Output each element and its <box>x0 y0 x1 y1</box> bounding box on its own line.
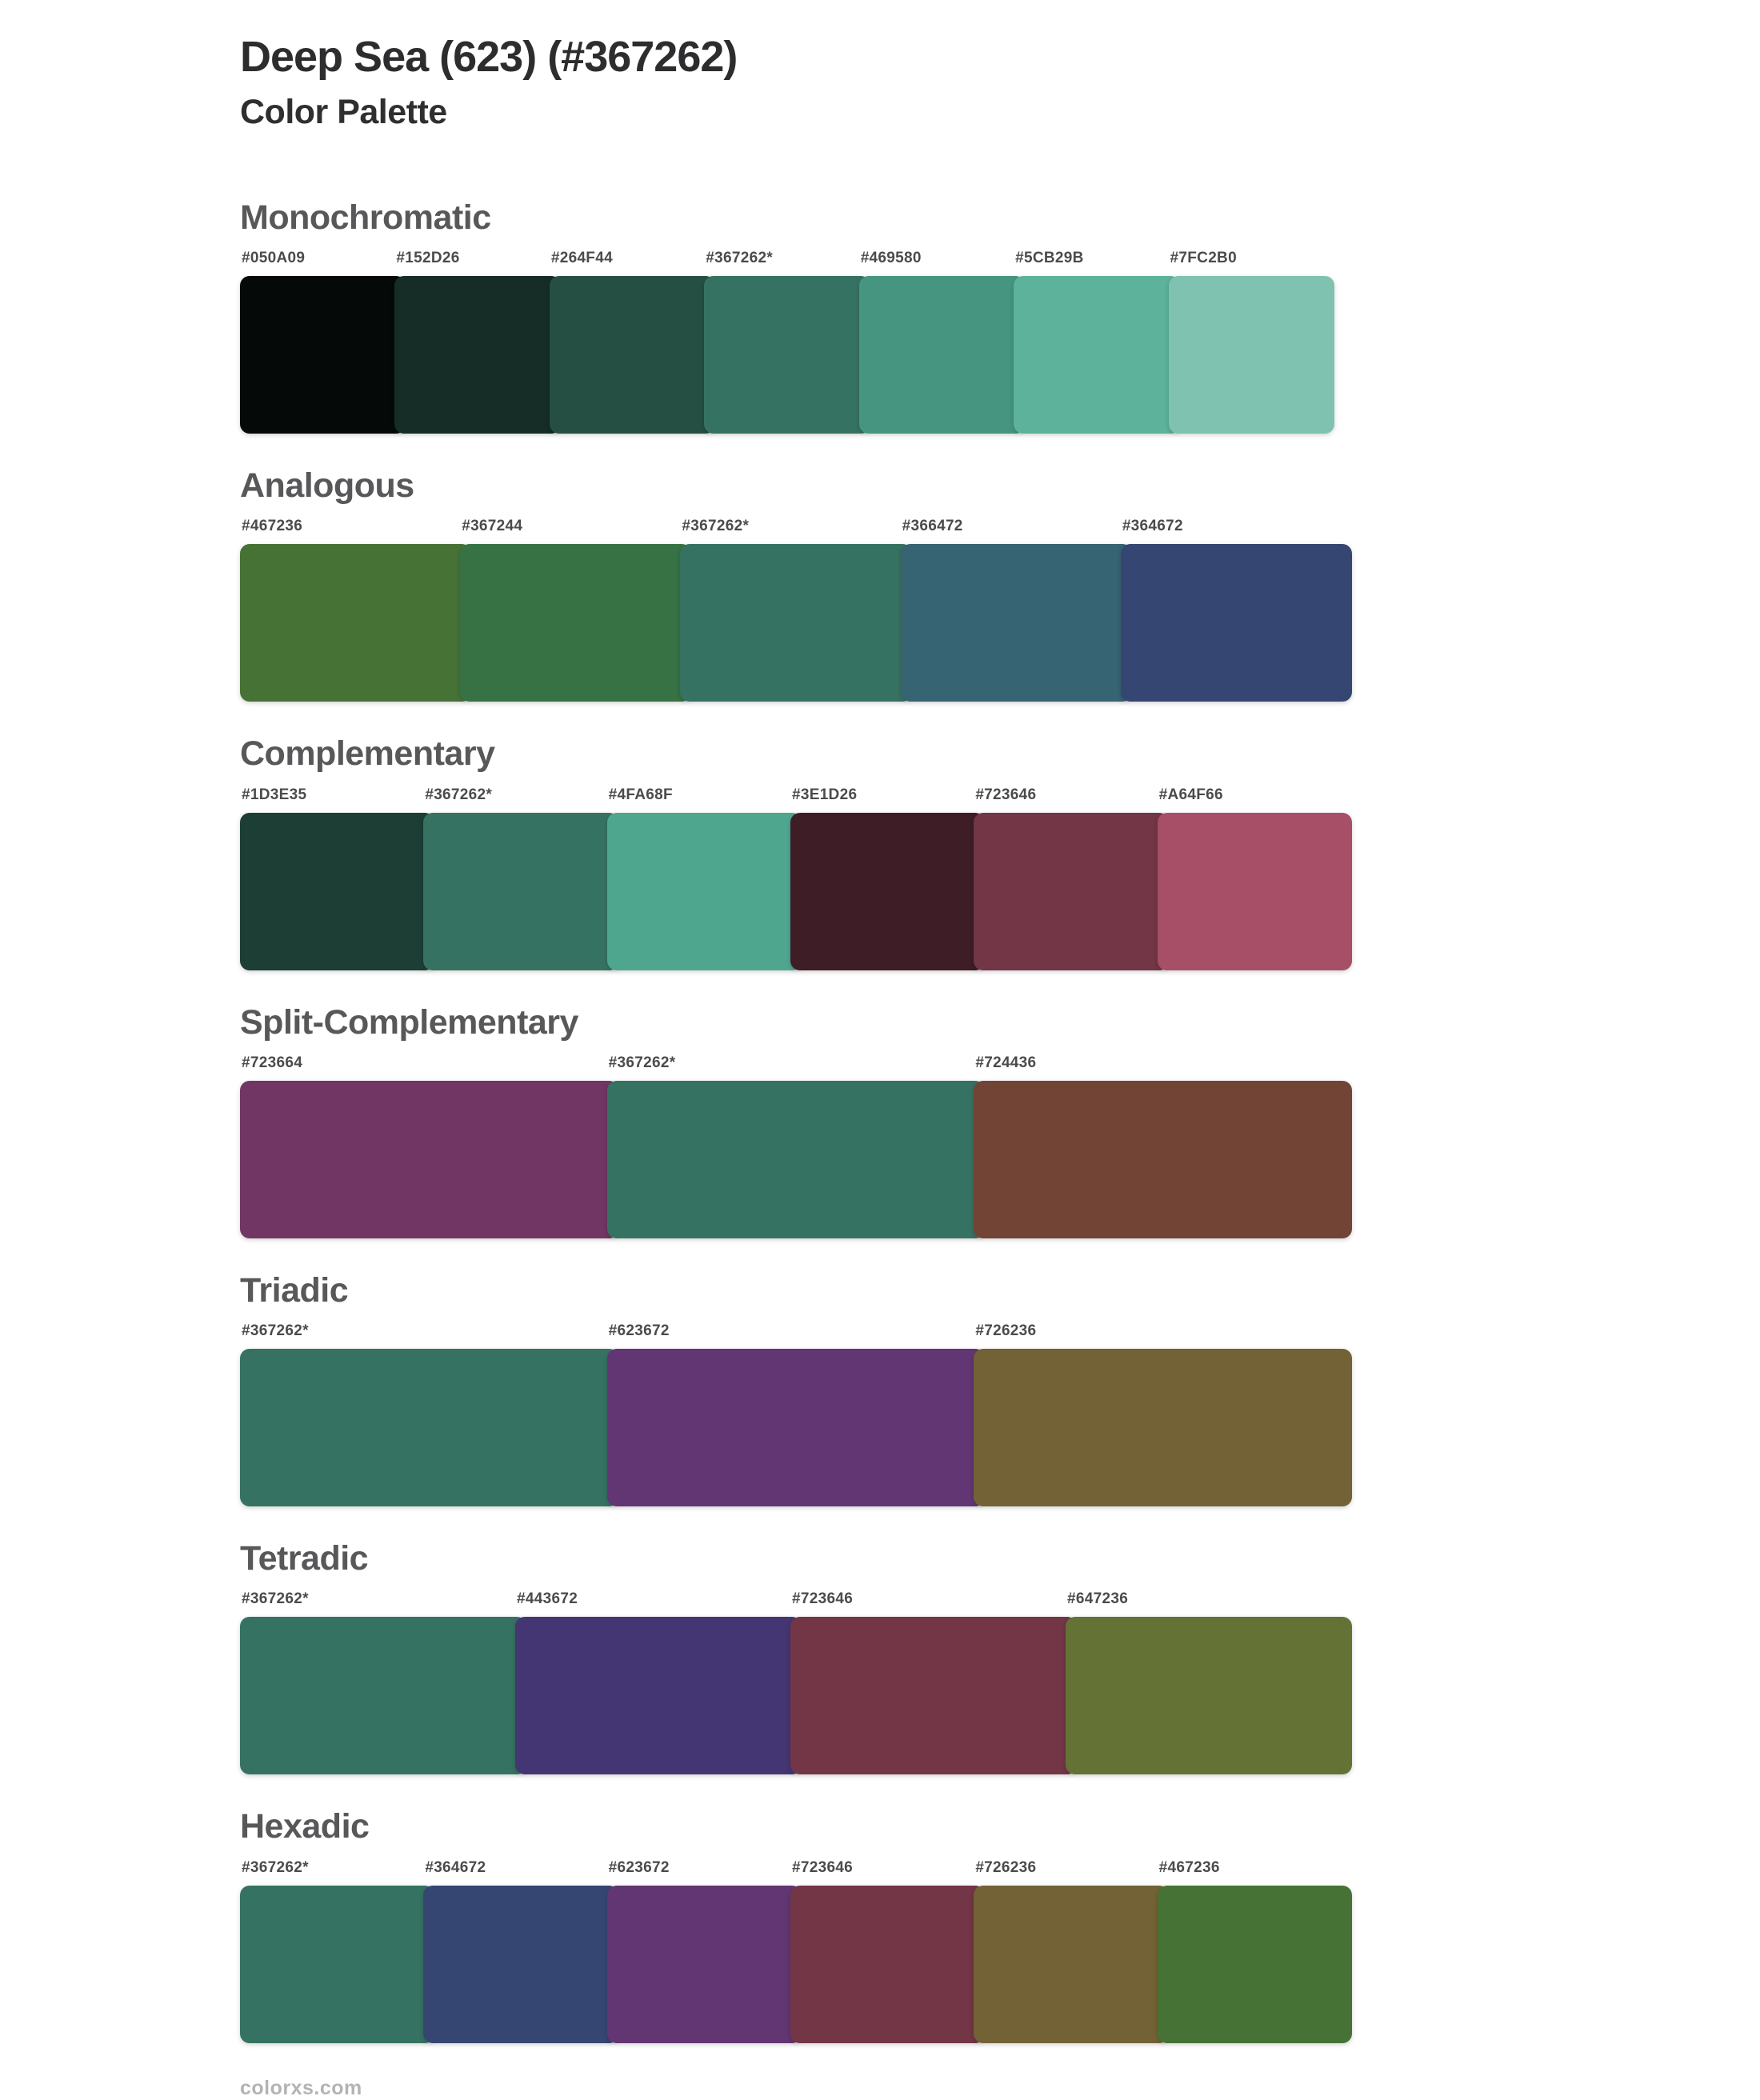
color-swatch[interactable] <box>607 1349 986 1506</box>
swatch-hex-label: #367262* <box>242 1858 309 1876</box>
swatch-hex-label: #723646 <box>792 1590 854 1608</box>
color-swatch[interactable] <box>974 1349 1352 1506</box>
color-swatch[interactable] <box>790 1617 1077 1774</box>
footer-site-link[interactable]: colorxs.com <box>240 2076 362 2099</box>
swatch-hex-label: #726236 <box>975 1322 1037 1340</box>
section-analogous <box>240 467 1440 702</box>
color-swatch[interactable] <box>901 544 1132 702</box>
color-swatch[interactable] <box>460 544 691 702</box>
color-swatch[interactable] <box>859 276 1025 434</box>
swatch-column <box>240 1590 526 1774</box>
swatch-column <box>550 250 715 434</box>
swatch-hex-label: #723646 <box>791 1858 854 1876</box>
swatch-hex-label: #647236 <box>1067 1590 1129 1608</box>
swatch-column <box>790 1859 985 2043</box>
color-swatch[interactable] <box>423 1886 618 2043</box>
swatch-row-analogous <box>240 518 1352 702</box>
swatch-hex-label: #723646 <box>975 786 1037 803</box>
swatch-column <box>901 518 1132 702</box>
swatch-hex-label: #367262* <box>706 249 774 266</box>
swatch-column <box>394 250 560 434</box>
swatch-column <box>790 1590 1077 1774</box>
swatch-hex-label: #726236 <box>975 1858 1037 1876</box>
color-swatch[interactable] <box>607 813 802 970</box>
color-swatch[interactable] <box>240 1886 434 2043</box>
swatch-hex-label: #364672 <box>1122 518 1183 535</box>
swatch-hex-label: #7FC2B0 <box>1170 249 1237 266</box>
swatch-hex-label: #364672 <box>425 1858 486 1876</box>
color-swatch[interactable] <box>974 1081 1352 1238</box>
swatch-hex-label: #467236 <box>242 518 303 535</box>
color-swatch[interactable] <box>974 1886 1168 2043</box>
heading-complementary: Complementary <box>240 734 495 774</box>
swatch-hex-label: #366472 <box>902 518 963 535</box>
color-swatch[interactable] <box>1066 1617 1352 1774</box>
swatch-hex-label: #4FA68F <box>608 786 673 803</box>
section-hexadic <box>240 1808 1440 2042</box>
swatch-column <box>607 1322 986 1506</box>
page-title: Deep Sea (623) (#367262) <box>240 33 738 81</box>
swatch-column <box>240 786 434 970</box>
swatch-hex-label: #152D26 <box>396 249 460 266</box>
swatch-column <box>240 1322 618 1506</box>
section-complementary <box>240 735 1440 970</box>
color-swatch[interactable] <box>1158 813 1352 970</box>
swatch-hex-label: #367244 <box>462 518 523 535</box>
swatch-hex-label: #367262* <box>425 786 493 803</box>
swatch-column <box>1121 518 1352 702</box>
color-swatch[interactable] <box>790 1886 985 2043</box>
swatch-column <box>1158 786 1352 970</box>
swatch-hex-label: #467236 <box>1158 1858 1220 1876</box>
color-swatch[interactable] <box>1158 1886 1352 2043</box>
color-swatch[interactable] <box>680 544 911 702</box>
color-swatch[interactable] <box>394 276 560 434</box>
swatch-column <box>460 518 691 702</box>
color-swatch[interactable] <box>240 276 406 434</box>
swatch-column <box>607 1859 802 2043</box>
swatch-column <box>974 1859 1168 2043</box>
section-split-complementary <box>240 1004 1440 1238</box>
color-swatch[interactable] <box>423 813 618 970</box>
swatch-column <box>790 786 985 970</box>
swatch-column <box>515 1590 802 1774</box>
color-swatch[interactable] <box>240 1349 618 1506</box>
swatch-hex-label: #367262* <box>608 1054 676 1071</box>
swatch-hex-label: #367262* <box>682 518 750 535</box>
swatch-column <box>423 1859 618 2043</box>
swatch-hex-label: #1D3E35 <box>242 786 307 803</box>
swatch-hex-label: #5CB29B <box>1015 249 1084 266</box>
swatch-hex-label: #264F44 <box>550 249 613 266</box>
color-swatch[interactable] <box>240 544 471 702</box>
swatch-column <box>680 518 911 702</box>
swatch-column <box>607 1054 986 1238</box>
swatch-row-tetradic <box>240 1590 1352 1774</box>
swatch-column <box>1169 250 1334 434</box>
color-swatch[interactable] <box>550 276 715 434</box>
heading-tetradic: Tetradic <box>240 1539 369 1578</box>
swatch-column <box>423 786 618 970</box>
swatch-hex-label: #723664 <box>242 1054 303 1071</box>
heading-triadic: Triadic <box>240 1270 349 1310</box>
color-swatch[interactable] <box>974 813 1168 970</box>
color-swatch[interactable] <box>1121 544 1352 702</box>
swatch-hex-label: #623672 <box>608 1858 670 1876</box>
swatch-hex-label: #724436 <box>975 1054 1037 1071</box>
heading-analogous: Analogous <box>240 466 414 505</box>
swatch-hex-label: #623672 <box>608 1322 670 1340</box>
color-swatch[interactable] <box>790 813 985 970</box>
section-tetradic <box>240 1540 1440 1774</box>
swatch-column <box>1066 1590 1352 1774</box>
color-swatch[interactable] <box>607 1886 802 2043</box>
swatch-hex-label: #367262* <box>242 1590 309 1608</box>
swatch-row-hexadic <box>240 1859 1352 2043</box>
swatch-column <box>974 1054 1352 1238</box>
swatch-column <box>240 250 406 434</box>
heading-split-complementary: Split-Complementary <box>240 1002 578 1042</box>
swatch-column <box>859 250 1025 434</box>
color-swatch[interactable] <box>704 276 870 434</box>
swatch-hex-label: #469580 <box>860 249 922 266</box>
color-swatch[interactable] <box>1014 276 1179 434</box>
color-swatch[interactable] <box>240 813 434 970</box>
heading-monochromatic: Monochromatic <box>240 198 491 237</box>
color-swatch[interactable] <box>1169 276 1334 434</box>
swatch-column <box>240 1054 618 1238</box>
color-swatch[interactable] <box>515 1617 802 1774</box>
swatch-column <box>1158 1859 1352 2043</box>
swatch-row-split-complementary <box>240 1054 1352 1238</box>
swatch-column <box>240 1859 434 2043</box>
swatch-hex-label: #3E1D26 <box>791 786 858 803</box>
swatch-hex-label: #443672 <box>517 1590 578 1608</box>
swatch-hex-label: #050A09 <box>242 249 306 266</box>
swatch-row-monochromatic <box>240 250 1334 434</box>
swatch-column <box>607 786 802 970</box>
heading-hexadic: Hexadic <box>240 1807 370 1846</box>
color-swatch[interactable] <box>607 1081 986 1238</box>
swatch-column <box>1014 250 1179 434</box>
color-swatch[interactable] <box>240 1617 526 1774</box>
swatch-column <box>974 1322 1352 1506</box>
color-swatch[interactable] <box>240 1081 618 1238</box>
swatch-hex-label: #367262* <box>242 1322 309 1340</box>
section-triadic <box>240 1272 1440 1506</box>
swatch-hex-label: #A64F66 <box>1158 786 1223 803</box>
swatch-row-triadic <box>240 1322 1352 1506</box>
swatch-column <box>240 518 471 702</box>
swatch-row-complementary <box>240 786 1352 970</box>
section-monochromatic <box>240 199 1440 434</box>
swatch-column <box>704 250 870 434</box>
swatch-column <box>974 786 1168 970</box>
page-subtitle: Color Palette <box>240 93 447 132</box>
